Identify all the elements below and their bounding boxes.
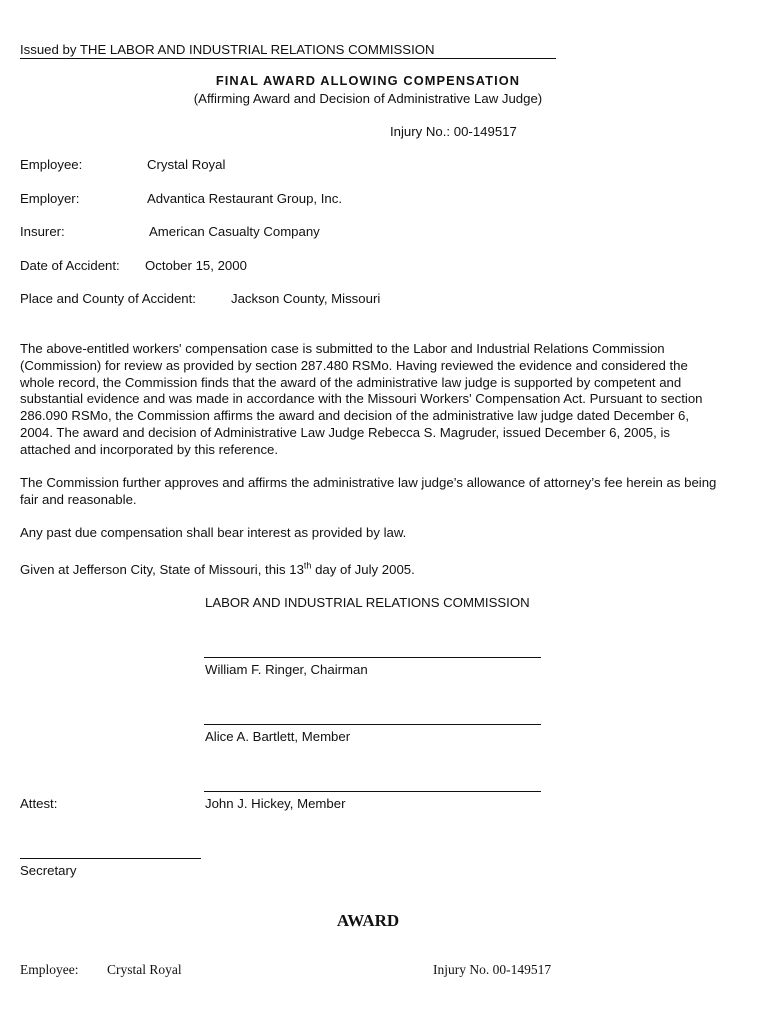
document-subtitle: (Affirming Award and Decision of Administrative Law Judge)	[193, 91, 543, 106]
chairman-signature-line	[204, 657, 541, 658]
employer-label: Employer:	[20, 191, 80, 206]
body-paragraph-3: Any past due compensation shall bear interest as provided by law.	[20, 525, 407, 540]
given-prefix: Given at Jefferson City, State of Missouri, this 13	[20, 562, 304, 577]
attest-label: Attest:	[20, 796, 58, 811]
document-title: FINAL AWARD ALLOWING COMPENSATION	[215, 73, 521, 88]
insurer-value: American Casualty Company	[149, 224, 320, 239]
award-injury-number: Injury No. 00-149517	[433, 962, 552, 977]
place-of-accident-value: Jackson County, Missouri	[231, 291, 381, 306]
award-employee-value: Crystal Royal	[107, 962, 182, 977]
employee-value: Crystal Royal	[147, 157, 226, 172]
secretary-label: Secretary	[20, 863, 77, 878]
issuer-line: Issued by THE LABOR AND INDUSTRIAL RELATIONS COMMISSION	[20, 42, 556, 59]
member1-signature-line	[204, 724, 541, 725]
member1-name: Alice A. Bartlett, Member	[205, 729, 351, 744]
place-of-accident-label: Place and County of Accident:	[20, 291, 196, 306]
injury-number: Injury No.: 00-149517	[390, 124, 517, 139]
insurer-label: Insurer:	[20, 224, 65, 239]
employer-value: Advantica Restaurant Group, Inc.	[147, 191, 342, 206]
award-heading: AWARD	[336, 911, 400, 930]
given-at-line	[20, 562, 720, 579]
date-of-accident-label: Date of Accident:	[20, 258, 120, 273]
commission-name: LABOR AND INDUSTRIAL RELATIONS COMMISSION	[205, 595, 530, 610]
given-suffix: day of July 2005.	[311, 562, 415, 577]
member2-signature-line	[204, 791, 541, 792]
chairman-name: William F. Ringer, Chairman	[205, 662, 368, 677]
member2-name: John J. Hickey, Member	[205, 796, 346, 811]
body-paragraph-1: The above-entitled workers' compensation case is submitted to the Labor and Industrial Relations Commission (Commission) for review as provided by section 287.480 RSMo. Having reviewed the evidence and considered the whole record, the Commission finds that the award of the administrative law judge is supported by competent and substantial evidence and was made in accordance with the Missouri Workers' Compensation Act. Pursuant to section 286.090 RSMo, the Commission affirms the award and decision of the administrative law judge dated December 6, 2004. The award and decision of Administrative Law Judge Rebecca S. Magruder, issued December 6, 2005, is attached and incorporated by this reference.	[20, 341, 703, 457]
body-paragraph-2: The Commission further approves and affirms the administrative law judge’s allowance of attorney’s fee herein as being fair and reasonable.	[20, 475, 717, 507]
secretary-signature-line	[20, 858, 201, 859]
date-of-accident-value: October 15, 2000	[145, 258, 247, 273]
employee-label: Employee:	[20, 157, 83, 172]
award-employee-label: Employee:	[20, 962, 79, 977]
given-ordinal-suffix: th	[303, 560, 312, 571]
